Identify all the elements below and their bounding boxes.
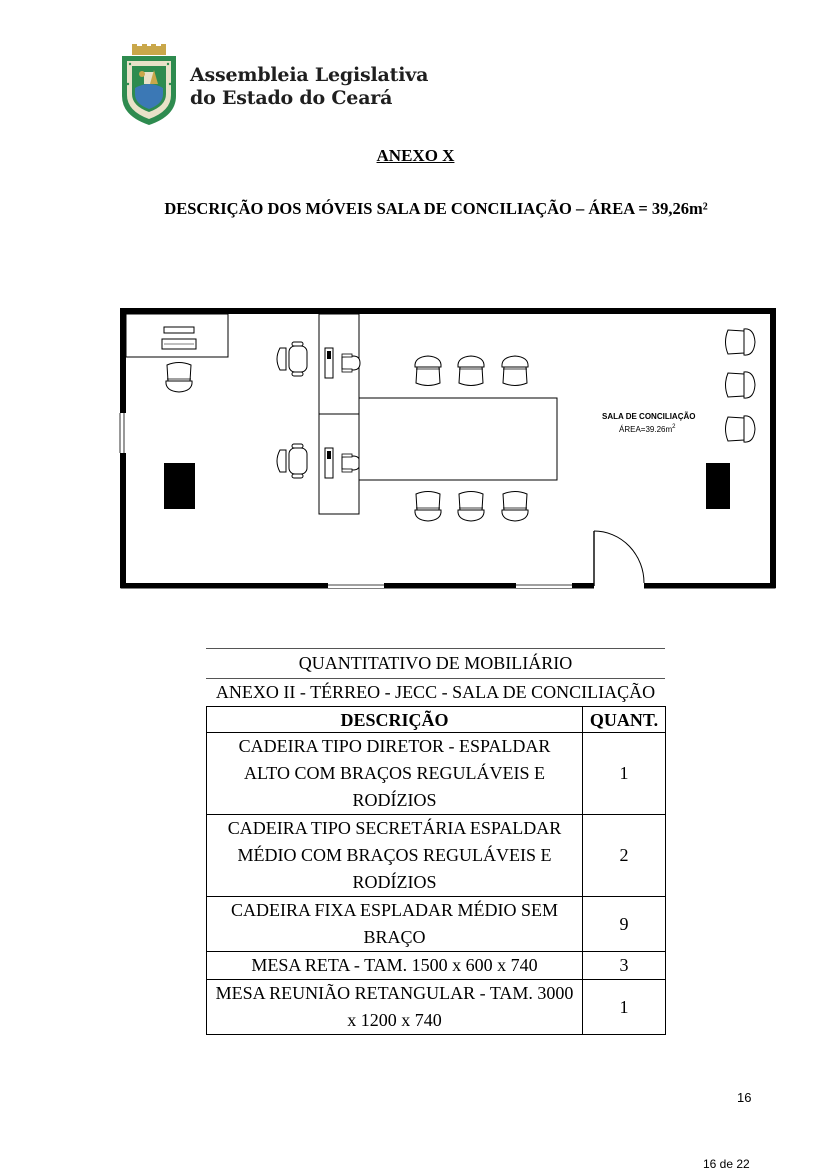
institution-name — [190, 64, 428, 110]
room-label: SALA DE CONCILIAÇÃO — [602, 412, 696, 421]
quantity-cell: 9 — [583, 897, 666, 952]
description-cell — [207, 733, 583, 815]
annex-title: ANEXO X — [376, 146, 455, 165]
table-subheading: ANEXO II - TÉRREO - JECC - SALA DE CONCILIAÇÃO — [215, 682, 656, 702]
table-row — [207, 733, 666, 815]
page-header — [118, 44, 438, 128]
description-cell — [207, 897, 583, 952]
description-line: x 1200 x 740 — [347, 1010, 442, 1030]
furniture-grid — [206, 706, 666, 1035]
quantity-cell: 1 — [583, 980, 666, 1035]
description-line: ALTO COM BRAÇOS REGULÁVEIS E — [243, 763, 546, 783]
floor-plan — [118, 303, 780, 593]
table-row — [207, 952, 666, 980]
table-row — [207, 897, 666, 952]
description-line: MESA RETA - TAM. 1500 x 600 x 740 — [251, 955, 538, 975]
quantity-cell: 2 — [583, 815, 666, 897]
table-row — [207, 980, 666, 1035]
column-header-description: DESCRIÇÃO — [207, 707, 583, 733]
description-line: CADEIRA TIPO DIRETOR - ESPALDAR — [238, 736, 551, 756]
description-cell — [207, 952, 583, 980]
page-number: 16 — [737, 1090, 752, 1105]
table-heading: QUANTITATIVO DE MOBILIÁRIO — [298, 653, 573, 673]
state-coat-of-arms-icon — [118, 44, 180, 126]
quantity-cell: 3 — [583, 952, 666, 980]
institution-name-line1: Assembleia Legislativa — [190, 64, 429, 86]
table-top-rule — [206, 648, 665, 649]
description-line: RODÍZIOS — [352, 872, 437, 892]
room-area-label: ÁREA=39.26m — [619, 425, 673, 434]
description-cell — [207, 815, 583, 897]
page-count: 16 de 22 — [703, 1157, 750, 1171]
svg-text:ÁREA=39.26m2 — [619, 424, 676, 434]
room-area-superscript: 2 — [672, 424, 676, 430]
description-line: CADEIRA TIPO SECRETÁRIA ESPALDAR — [227, 818, 562, 838]
description-line: RODÍZIOS — [352, 790, 437, 810]
description-line: MÉDIO COM BRAÇOS REGULÁVEIS E — [237, 845, 552, 865]
description-cell — [207, 980, 583, 1035]
quantity-cell: 1 — [583, 733, 666, 815]
description-line: MESA REUNIÃO RETANGULAR - TAM. 3000 — [215, 983, 574, 1003]
institution-name-line2: do Estado do Ceará — [190, 87, 393, 109]
table-row — [207, 815, 666, 897]
column-header-quantity: QUANT. — [583, 707, 666, 733]
annex-subtitle: DESCRIÇÃO DOS MÓVEIS SALA DE CONCILIAÇÃO – ÁREA = 39,26m² — [164, 199, 708, 218]
description-line: BRAÇO — [363, 927, 426, 947]
table-header-row — [207, 707, 666, 733]
description-line: CADEIRA FIXA ESPLADAR MÉDIO SEM — [230, 900, 559, 920]
